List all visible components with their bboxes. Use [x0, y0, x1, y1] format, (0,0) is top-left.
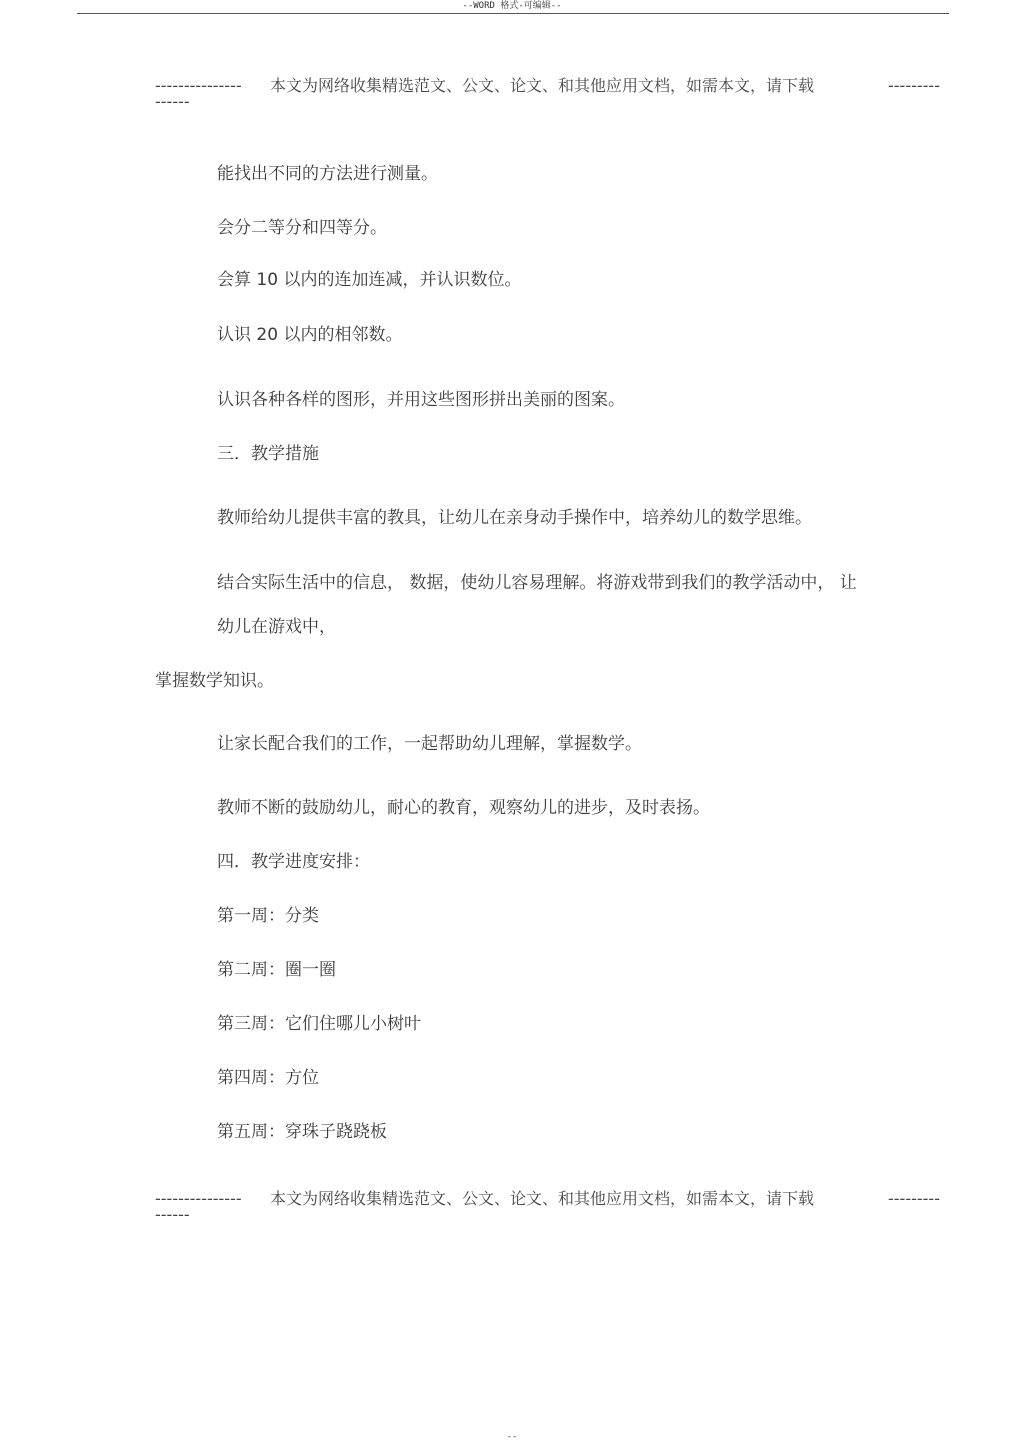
- body-line: 幼儿在游戏中，: [217, 617, 336, 637]
- header-rule: [77, 13, 949, 14]
- banner-text: 本文为网络收集精选范文、公文、论文、和其他应用文档，如需本文，请下载: [270, 76, 815, 95]
- body-line: 认识 20 以内的相邻数。: [217, 325, 403, 345]
- body-line: 掌握数学知识。: [155, 671, 274, 691]
- section-heading: 三．教学措施: [217, 444, 319, 464]
- banner-dash-left: ---------------: [155, 76, 242, 95]
- schedule-item: 第二周：圈一圈: [217, 960, 336, 980]
- body-line: 教师不断的鼓励幼儿，耐心的教育，观察幼儿的进步，及时表扬。: [217, 798, 710, 818]
- body-line: 能找出不同的方法进行测量。: [217, 164, 438, 184]
- body-line: 认识各种各样的图形，并用这些图形拼出美丽的图案。: [217, 390, 625, 410]
- banner-dash-tail: ------: [155, 92, 190, 111]
- body-line: 会算 10 以内的连加连减，并认识数位。: [217, 270, 522, 290]
- body-line: 结合实际生活中的信息， 数据，使幼儿容易理解。将游戏带到我们的教学活动中， 让: [217, 573, 857, 593]
- page-footer: --: [506, 1432, 518, 1442]
- banner-dash-tail: ------: [155, 1205, 190, 1224]
- schedule-item: 第五周：穿珠子跷跷板: [217, 1122, 387, 1142]
- banner-dash-right: ---------: [888, 1189, 940, 1208]
- section-heading: 四．教学进度安排：: [217, 852, 370, 872]
- schedule-item: 第三周：它们住哪儿小树叶: [217, 1014, 421, 1034]
- schedule-item: 第一周：分类: [217, 906, 319, 926]
- banner-text: 本文为网络收集精选范文、公文、论文、和其他应用文档，如需本文，请下载: [270, 1189, 815, 1208]
- body-line: 教师给幼儿提供丰富的教具，让幼儿在亲身动手操作中，培养幼儿的数学思维。: [217, 508, 812, 528]
- body-line: 让家长配合我们的工作，一起帮助幼儿理解，掌握数学。: [217, 734, 642, 754]
- page-header: --WORD 格式-可编辑--: [462, 1, 562, 11]
- banner-dash-left: ---------------: [155, 1189, 242, 1208]
- body-line: 会分二等分和四等分。: [217, 218, 387, 238]
- schedule-item: 第四周：方位: [217, 1068, 319, 1088]
- banner-dash-right: ---------: [888, 76, 940, 95]
